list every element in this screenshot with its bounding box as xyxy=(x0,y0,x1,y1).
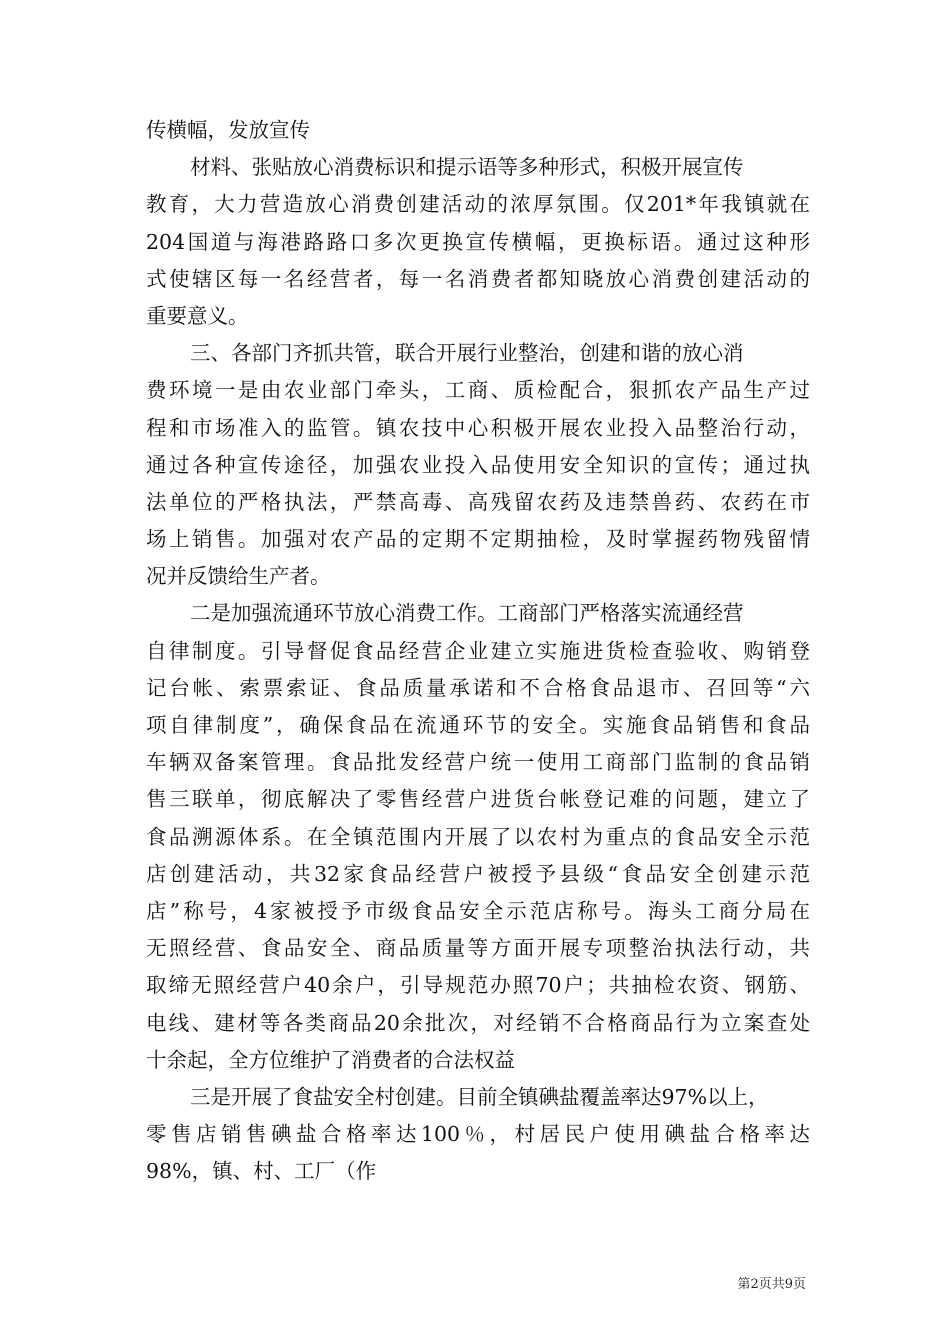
text-line: 重要意义。 xyxy=(146,303,249,328)
text-line: 三是开展了食盐安全村创建。目前全镇碘盐覆盖率达97%以上， xyxy=(190,1084,769,1109)
text-line: 教育，大力营造放心消费创建活动的浓厚氛围。仅201*年我镇就在 xyxy=(146,192,810,217)
page-number-footer: 第2页共9页 xyxy=(737,1277,806,1292)
text-line: 场上销售。加强对农产品的定期不定期抽检，及时掌握药物残留情 xyxy=(146,527,810,552)
text-line: 况并反馈给生产者。 xyxy=(146,564,331,589)
text-line: 费环境一是由农业部门牵头，工商、质检配合，狠抓农产品生产过 xyxy=(146,378,810,403)
text-line: 材料、张贴放心消费标识和提示语等多种形式，积极开展宣传 xyxy=(190,155,744,180)
text-line: 法单位的严格执法，严禁高毒、高残留农药及违禁兽药、农药在市 xyxy=(146,489,810,514)
text-line: 三、各部门齐抓共管，联合开展行业整治，创建和谐的放心消 xyxy=(190,341,744,366)
text-line: 电线、建材等各类商品20余批次，对经销不合格商品行为立案查处 xyxy=(146,1010,810,1035)
text-line: 无照经营、食品安全、商品质量等方面开展专项整治执法行动，共 xyxy=(146,936,810,961)
text-line: 店”称号，4家被授予市级食品安全示范店称号。海头工商分局在 xyxy=(146,898,810,923)
text-line: 204国道与海港路路口多次更换宣传横幅，更换标语。通过这种形 xyxy=(146,229,810,254)
text-line: 取缔无照经营户40余户，引导规范办照70户；共抽检农资、钢筋、 xyxy=(146,973,810,998)
text-line: 二是加强流通环节放心消费工作。工商部门严格落实流通经营 xyxy=(190,601,744,626)
text-line: 程和市场准入的监管。镇农技中心积极开展农业投入品整治行动， xyxy=(146,415,810,440)
text-line: 十余起，全方位维护了消费者的合法权益 xyxy=(146,1047,515,1072)
text-line: 通过各种宣传途径，加强农业投入品使用安全知识的宣传；通过执 xyxy=(146,452,810,477)
text-line: 传横幅，发放宣传 xyxy=(146,118,310,142)
text-line: 自律制度。引导督促食品经营企业建立实施进货检查验收、购销登 xyxy=(146,638,810,663)
text-line: 零售店销售碘盐合格率达100％，村居民户使用碘盐合格率达 xyxy=(146,1122,810,1147)
document-body xyxy=(146,112,810,1190)
text-line: 式使辖区每一名经营者，每一名消费者都知晓放心消费创建活动的 xyxy=(146,266,810,291)
text-line: 售三联单，彻底解决了零售经营户进货台帐登记难的问题，建立了 xyxy=(146,787,810,812)
text-line: 98%，镇、村、工厂（作 xyxy=(146,1159,377,1184)
text-line: 店创建活动，共32家食品经营户被授予县级“食品安全创建示范 xyxy=(146,861,810,886)
text-line: 车辆双备案管理。食品批发经营户统一使用工商部门监制的食品销 xyxy=(146,750,810,775)
text-line: 记台帐、索票索证、食品质量承诺和不合格食品退市、召回等“六 xyxy=(146,675,810,700)
text-line: 项自律制度”，确保食品在流通环节的安全。实施食品销售和食品 xyxy=(146,713,810,737)
text-line: 食品溯源体系。在全镇范围内开展了以农村为重点的食品安全示范 xyxy=(146,824,810,849)
